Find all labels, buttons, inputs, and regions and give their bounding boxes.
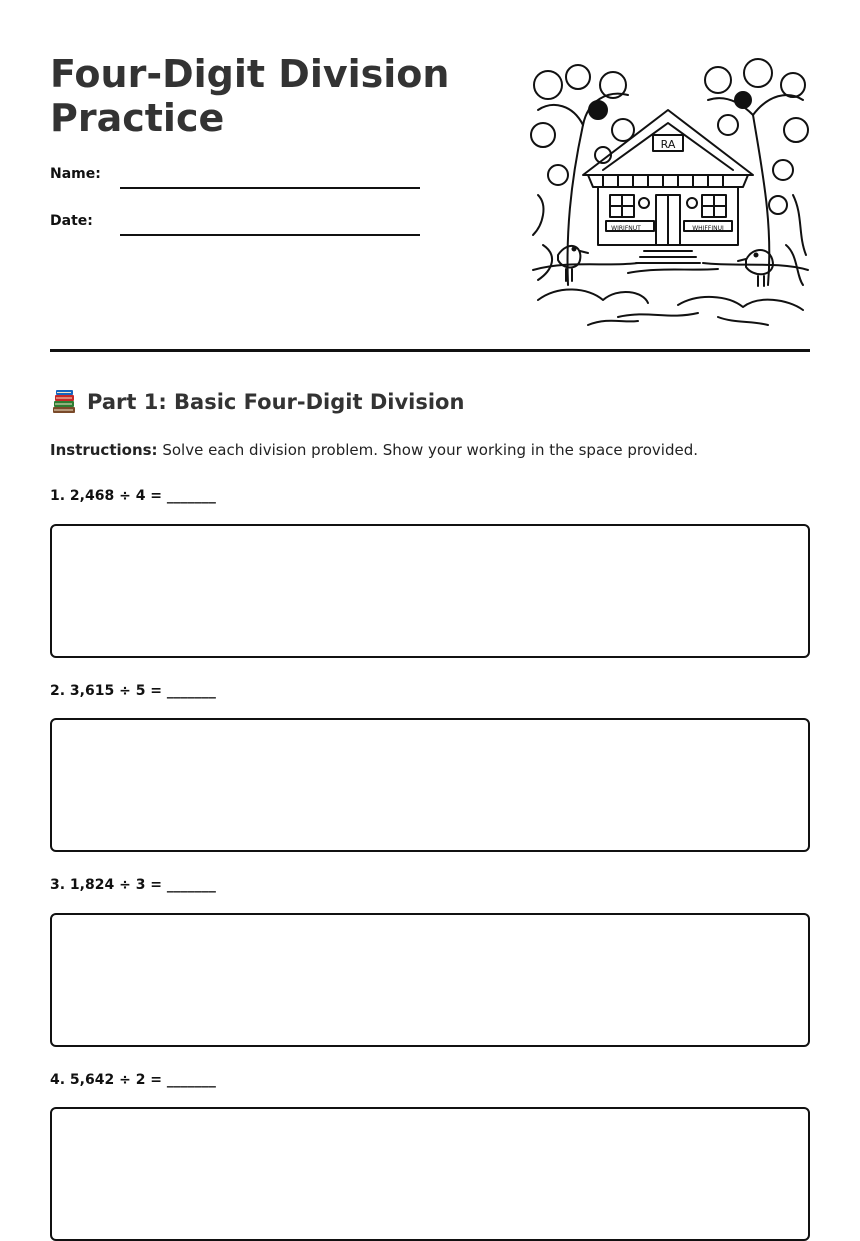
house-forest-illustration xyxy=(528,55,810,327)
section-heading xyxy=(50,388,464,416)
header-divider xyxy=(50,349,810,352)
section-heading-text: Part 1: Basic Four-Digit Division xyxy=(87,390,465,414)
working-space-2[interactable] xyxy=(50,718,810,852)
sign-right: WHIFFINUI xyxy=(692,225,724,232)
roof-letters: RA xyxy=(660,138,676,151)
problem-label: 3. 1,824 ÷ 3 = _______ xyxy=(50,877,216,893)
sign-left: WIRIFNUT xyxy=(611,225,641,232)
date-field[interactable] xyxy=(120,234,420,236)
problem-label: 4. 5,642 ÷ 2 = _______ xyxy=(50,1072,216,1088)
name-label: Name: xyxy=(50,166,101,182)
problem-label: 2. 3,615 ÷ 5 = _______ xyxy=(50,683,216,699)
instructions xyxy=(50,441,698,459)
working-space-1[interactable] xyxy=(50,524,810,658)
books-icon xyxy=(50,388,78,416)
instructions-text: Solve each division problem. Show your working in the space provided. xyxy=(157,441,699,459)
date-label: Date: xyxy=(50,213,93,229)
problem-label: 1. 2,468 ÷ 4 = _______ xyxy=(50,488,216,504)
name-field[interactable] xyxy=(120,187,420,189)
working-space-4[interactable] xyxy=(50,1107,810,1241)
instructions-label: Instructions: xyxy=(50,441,158,459)
working-space-3[interactable] xyxy=(50,913,810,1047)
page-title: Four-Digit Division Practice xyxy=(50,52,450,140)
